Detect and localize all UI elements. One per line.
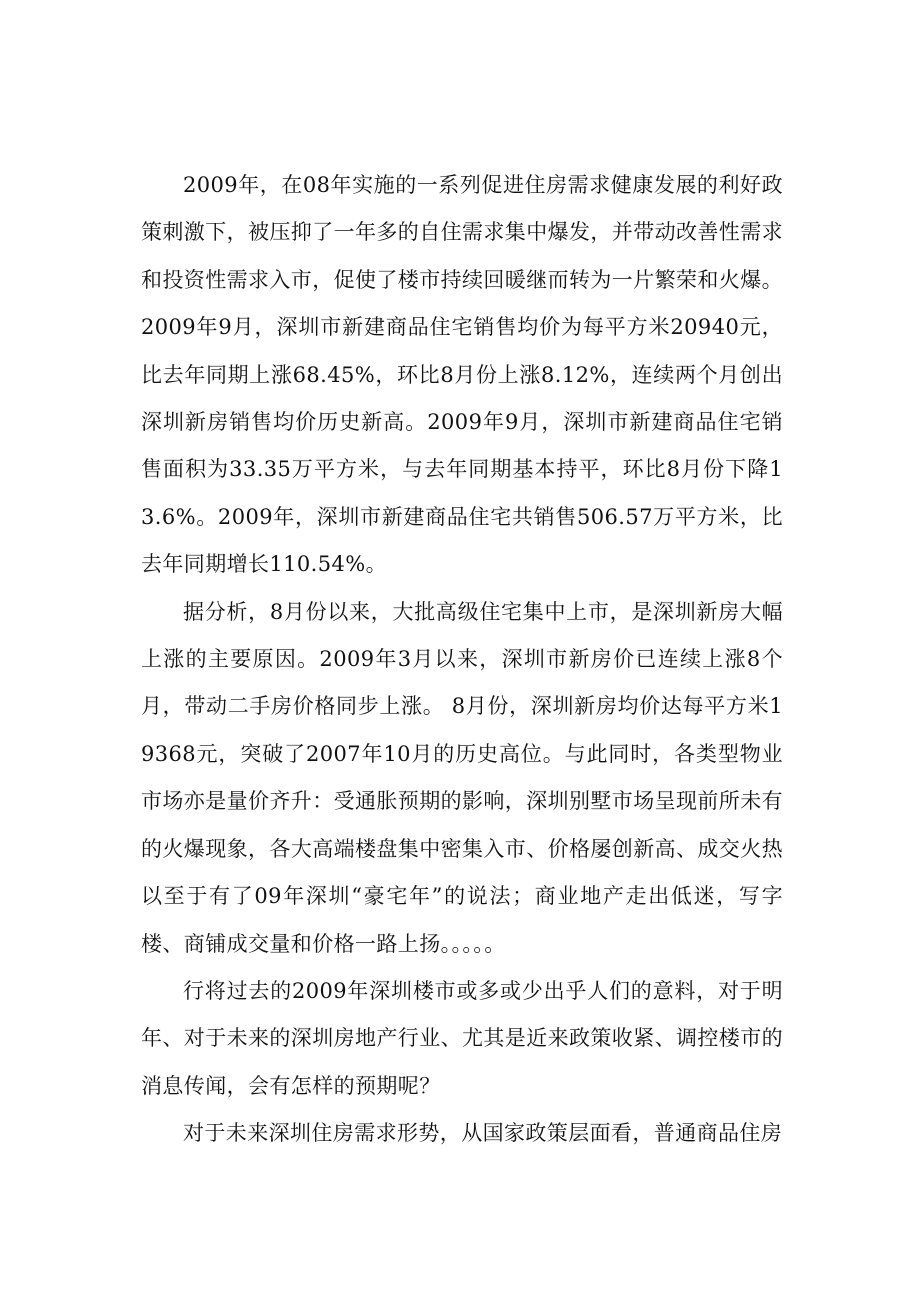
paragraph-outlook-question: 行将过去的2009年深圳楼市或多或少出乎人们的意料，对于明年、对于未来的深圳房地产行业、尤其是近来政策收紧、调控楼市的消息传闻，会有怎样的预期呢？ [141,978,783,1098]
paragraph-future-demand: 对于未来深圳住房需求形势，从国家政策层面看，普通商品住房 [183,1121,783,1146]
paragraph-2009-market-overview: 2009年，在08年实施的一系列促进住房需求健康发展的利好政策刺激下，被压抑了一年多的自住需求集中爆发，并带动改善性需求和投资性需求入市，促使了楼市持续回暖继而转为一片繁荣和火爆。2009年9月，深圳市新建商品住宅销售均价为每平方米20940元，比去年同期上涨68.45%，环比8月份上涨8.12%，连续两个月创出深圳新房销售均价历史新高。2009年9月，深圳市新建商品住宅销售面积为33.35万平方米，与去年同期基本持平，环比8月份下降13.6%。2009年，深圳市新建商品住宅共销售506.57万平方米，比去年同期增长110.54%。 [141,173,783,577]
document-body [141,162,783,1158]
paragraph-analysis: 据分析，8月份以来，大批高级住宅集中上市，是深圳新房大幅上涨的主要原因。2009年3月以来，深圳市新房价已连续上涨8个月，带动二手房价格同步上涨。 8月份，深圳新房均价达每平方米19368元，突破了2007年10月的历史高位。与此同时，各类型物业市场亦是量价齐升：受通胀预期的影响，深圳别墅市场呈现前所未有的火爆现象，各大高端楼盘集中密集入市、价格屡创新高、成交火热以至于有了09年深圳“豪宅年”的说法；商业地产走出低迷，写字楼、商铺成交量和价格一路上扬。。。。。 [141,599,783,956]
